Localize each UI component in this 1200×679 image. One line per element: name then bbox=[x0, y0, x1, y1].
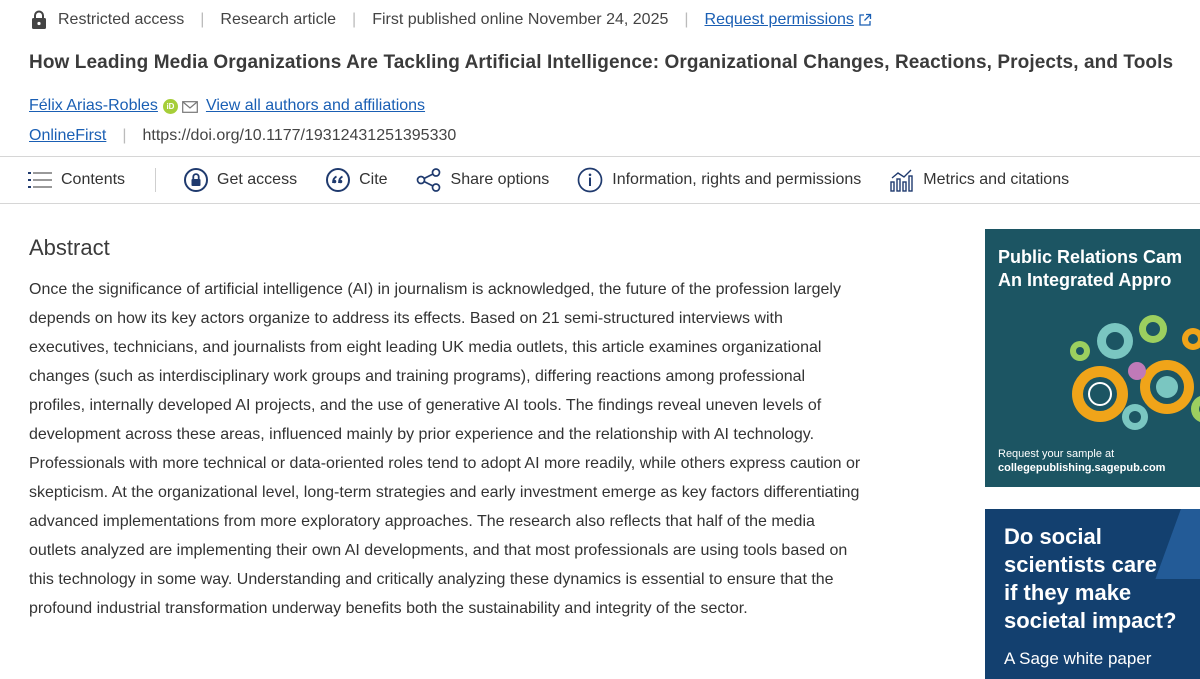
share-options-label: Share options bbox=[450, 171, 550, 188]
get-access-button[interactable] bbox=[184, 168, 297, 192]
authors-row bbox=[29, 97, 425, 115]
ad1-title-line2: An Integrated Appro bbox=[998, 270, 1172, 290]
access-status: Restricted access bbox=[58, 11, 185, 28]
request-permissions-label: Request permissions bbox=[704, 11, 854, 28]
article-meta-row bbox=[30, 8, 872, 32]
information-button[interactable] bbox=[577, 167, 861, 193]
ad1-title-line1: Public Relations Cam bbox=[998, 247, 1183, 267]
ad2-line1: Do social bbox=[1004, 524, 1102, 549]
share-icon bbox=[416, 168, 442, 192]
separator: | bbox=[352, 11, 357, 28]
cite-label: Cite bbox=[359, 171, 388, 188]
article-type: Research article bbox=[220, 11, 337, 28]
request-permissions-link[interactable] bbox=[705, 11, 854, 29]
advertisement-sage-whitepaper[interactable] bbox=[985, 509, 1200, 679]
metrics-icon bbox=[890, 168, 914, 192]
contents-button[interactable] bbox=[28, 170, 125, 190]
cite-button[interactable] bbox=[326, 168, 387, 192]
separator: | bbox=[122, 127, 127, 144]
info-icon bbox=[577, 167, 603, 193]
mail-icon[interactable] bbox=[182, 100, 198, 112]
get-access-label: Get access bbox=[217, 171, 298, 188]
contents-icon bbox=[28, 170, 52, 190]
lock-access-icon bbox=[184, 168, 208, 192]
ad1-subtitle bbox=[998, 447, 1165, 475]
published-date: First published online November 24, 2025 bbox=[372, 11, 669, 28]
external-link-icon[interactable] bbox=[858, 13, 872, 27]
ad1-sub-line1: Request your sample at bbox=[998, 448, 1115, 460]
metrics-label: Metrics and citations bbox=[923, 171, 1070, 188]
lock-icon bbox=[30, 10, 48, 30]
ad2-line4: societal impact? bbox=[1004, 608, 1177, 633]
article-toolbar bbox=[0, 156, 1200, 204]
doi-text[interactable]: https://doi.org/10.1177/19312431251395330 bbox=[142, 127, 457, 144]
ad2-subtitle: A Sage white paper bbox=[1004, 649, 1152, 668]
abstract-heading: Abstract bbox=[29, 235, 110, 260]
advertisement-pr-book[interactable] bbox=[985, 229, 1200, 487]
online-first-link[interactable]: OnlineFirst bbox=[29, 127, 107, 144]
ad1-title bbox=[998, 246, 1182, 292]
ad2-line2: scientists care bbox=[1004, 552, 1157, 577]
abstract-text: Once the significance of artificial intelligence (AI) in journalism is acknowledged, the future of the profession largely depends on how its key actors organize to address its effects. Based on 21 semi-structured interviews with executives, technicians, and journalists from eight leading UK media outlets, this article examines organizational changes (such as interdisciplinary work groups and training programs), differing reactions among professional profiles, internally developed AI projects, and the use of generative AI tools. The findings reveal uneven levels of development across these areas, influenced mainly by prior experience and the relationship with AI technology. Professionals with more technical or data-oriented roles tend to adopt AI more readily, while others express caution or skepticism. At the organizational level, long-term strategies and early investment emerge as key factors differentiating advanced implementations from more exploratory approaches. The research also reflects that half of the media outlets analyzed are implementing their own AI developments, and that most professionals are using tools based on this technology in some way. Understanding and critically analyzing these dynamics is essential to ensure that the profound industrial transformation underway benefits both the sustainability and integrity of the sector. bbox=[29, 281, 861, 617]
doi-row bbox=[29, 127, 456, 145]
author-link[interactable]: Félix Arias-Robles bbox=[29, 97, 158, 114]
ad2-title bbox=[1004, 523, 1176, 635]
toolbar-divider bbox=[155, 168, 156, 192]
share-options-button[interactable] bbox=[416, 168, 550, 192]
view-all-authors-link[interactable]: View all authors and affiliations bbox=[205, 97, 426, 114]
ad1-sub-line2: collegepublishing.sagepub.com bbox=[998, 462, 1166, 474]
article-title: How Leading Media Organizations Are Tackling Artificial Intelligence: Organizational Changes, Reactions, Projects, and Tools bbox=[29, 52, 1174, 73]
metrics-button[interactable] bbox=[890, 168, 1069, 192]
gears-illustration-icon bbox=[1055, 299, 1200, 439]
separator: | bbox=[200, 11, 205, 28]
orcid-icon[interactable]: iD bbox=[163, 99, 178, 114]
ad2-line3: if they make bbox=[1004, 580, 1132, 605]
separator: | bbox=[684, 11, 689, 28]
contents-label: Contents bbox=[61, 171, 126, 188]
information-label: Information, rights and permissions bbox=[612, 171, 862, 188]
cite-icon bbox=[326, 168, 350, 192]
